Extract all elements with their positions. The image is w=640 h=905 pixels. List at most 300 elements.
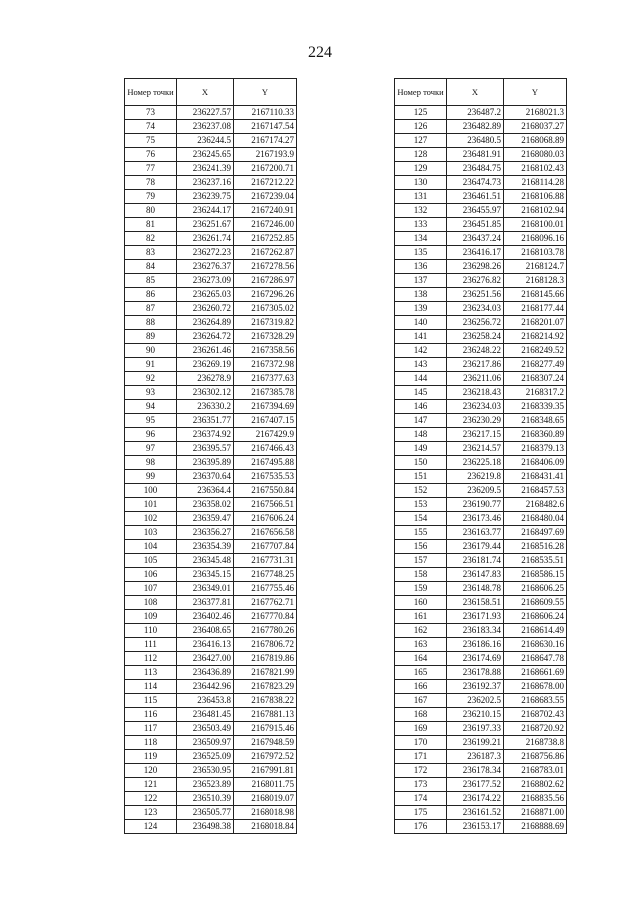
table-row — [395, 526, 567, 540]
table-row — [125, 344, 297, 358]
table-row — [395, 246, 567, 260]
table-row — [125, 806, 297, 820]
table-row — [125, 638, 297, 652]
cell-point-number: 165 — [395, 666, 447, 680]
cell-point-number: 94 — [125, 400, 177, 414]
cell-point-number: 143 — [395, 358, 447, 372]
table-row — [395, 148, 567, 162]
cell-y: 2168480.04 — [504, 512, 567, 526]
cell-x: 236272.23 — [177, 246, 234, 260]
coordinates-table-left — [124, 78, 297, 834]
cell-point-number: 117 — [125, 722, 177, 736]
cell-x: 236179.44 — [447, 540, 504, 554]
table-row — [125, 722, 297, 736]
cell-x: 236225.18 — [447, 456, 504, 470]
table-row — [395, 106, 567, 120]
cell-y: 2167110.33 — [234, 106, 297, 120]
table-row — [395, 120, 567, 134]
cell-y: 2168614.49 — [504, 624, 567, 638]
cell-x: 236482.89 — [447, 120, 504, 134]
cell-y: 2168100.01 — [504, 218, 567, 232]
table-row — [395, 708, 567, 722]
cell-point-number: 111 — [125, 638, 177, 652]
cell-y: 2167755.46 — [234, 582, 297, 596]
table-row — [395, 540, 567, 554]
cell-y: 2167394.69 — [234, 400, 297, 414]
cell-x: 236261.74 — [177, 232, 234, 246]
cell-point-number: 154 — [395, 512, 447, 526]
table-row — [395, 666, 567, 680]
table-row — [125, 316, 297, 330]
cell-y: 2167429.9 — [234, 428, 297, 442]
table-row — [125, 736, 297, 750]
cell-y: 2168018.84 — [234, 820, 297, 834]
cell-x: 236474.73 — [447, 176, 504, 190]
cell-y: 2167305.02 — [234, 302, 297, 316]
cell-point-number: 112 — [125, 652, 177, 666]
cell-y: 2168661.69 — [504, 666, 567, 680]
cell-point-number: 92 — [125, 372, 177, 386]
cell-point-number: 79 — [125, 190, 177, 204]
cell-y: 2167770.84 — [234, 610, 297, 624]
cell-point-number: 88 — [125, 316, 177, 330]
cell-point-number: 85 — [125, 274, 177, 288]
cell-point-number: 159 — [395, 582, 447, 596]
cell-y: 2167286.97 — [234, 274, 297, 288]
cell-x: 236173.46 — [447, 512, 504, 526]
table-row — [125, 176, 297, 190]
cell-y: 2167377.63 — [234, 372, 297, 386]
cell-point-number: 144 — [395, 372, 447, 386]
cell-x: 236234.03 — [447, 302, 504, 316]
cell-point-number: 86 — [125, 288, 177, 302]
cell-y: 2168678.00 — [504, 680, 567, 694]
cell-x: 236356.27 — [177, 526, 234, 540]
cell-y: 2167240.91 — [234, 204, 297, 218]
cell-point-number: 169 — [395, 722, 447, 736]
cell-y: 2168586.15 — [504, 568, 567, 582]
cell-x: 236273.09 — [177, 274, 234, 288]
cell-y: 2168145.66 — [504, 288, 567, 302]
cell-point-number: 148 — [395, 428, 447, 442]
cell-point-number: 81 — [125, 218, 177, 232]
cell-x: 236302.12 — [177, 386, 234, 400]
cell-point-number: 138 — [395, 288, 447, 302]
cell-x: 236261.46 — [177, 344, 234, 358]
cell-x: 236218.43 — [447, 386, 504, 400]
table-row — [395, 750, 567, 764]
cell-point-number: 174 — [395, 792, 447, 806]
table-row — [395, 610, 567, 624]
table-row — [395, 218, 567, 232]
cell-y: 2167466.43 — [234, 442, 297, 456]
cell-x: 236510.39 — [177, 792, 234, 806]
cell-x: 236481.91 — [447, 148, 504, 162]
cell-x: 236260.72 — [177, 302, 234, 316]
cell-x: 236197.33 — [447, 722, 504, 736]
cell-x: 236187.3 — [447, 750, 504, 764]
cell-y: 2167535.53 — [234, 470, 297, 484]
cell-x: 236219.8 — [447, 470, 504, 484]
cell-point-number: 126 — [395, 120, 447, 134]
cell-y: 2168037.27 — [504, 120, 567, 134]
cell-point-number: 108 — [125, 596, 177, 610]
cell-y: 2168106.88 — [504, 190, 567, 204]
cell-y: 2167748.25 — [234, 568, 297, 582]
cell-y: 2167407.15 — [234, 414, 297, 428]
cell-point-number: 87 — [125, 302, 177, 316]
table-row — [395, 190, 567, 204]
cell-y: 2168535.51 — [504, 554, 567, 568]
table-row — [125, 330, 297, 344]
cell-y: 2167174.27 — [234, 134, 297, 148]
cell-x: 236487.2 — [447, 106, 504, 120]
table-row — [125, 750, 297, 764]
cell-y: 2167806.72 — [234, 638, 297, 652]
cell-x: 236503.49 — [177, 722, 234, 736]
cell-point-number: 103 — [125, 526, 177, 540]
coordinates-table-right — [394, 78, 567, 834]
cell-y: 2167262.87 — [234, 246, 297, 260]
cell-y: 2167656.58 — [234, 526, 297, 540]
cell-x: 236174.69 — [447, 652, 504, 666]
table-row — [395, 358, 567, 372]
cell-y: 2167707.84 — [234, 540, 297, 554]
cell-y: 2167200.71 — [234, 162, 297, 176]
cell-point-number: 97 — [125, 442, 177, 456]
table-row — [125, 764, 297, 778]
table-row — [125, 414, 297, 428]
column-header-x: X — [177, 79, 234, 106]
cell-point-number: 155 — [395, 526, 447, 540]
cell-y: 2167358.56 — [234, 344, 297, 358]
table-row — [395, 344, 567, 358]
cell-y: 2168307.24 — [504, 372, 567, 386]
table-row — [125, 302, 297, 316]
cell-y: 2167762.71 — [234, 596, 297, 610]
table-row — [395, 498, 567, 512]
table-row — [125, 484, 297, 498]
cell-x: 236525.09 — [177, 750, 234, 764]
cell-point-number: 160 — [395, 596, 447, 610]
cell-x: 236402.46 — [177, 610, 234, 624]
cell-point-number: 162 — [395, 624, 447, 638]
cell-y: 2168609.55 — [504, 596, 567, 610]
cell-x: 236416.17 — [447, 246, 504, 260]
cell-y: 2168214.92 — [504, 330, 567, 344]
cell-point-number: 109 — [125, 610, 177, 624]
cell-x: 236269.19 — [177, 358, 234, 372]
cell-x: 236217.86 — [447, 358, 504, 372]
cell-y: 2167838.22 — [234, 694, 297, 708]
table-row — [125, 134, 297, 148]
cell-x: 236230.29 — [447, 414, 504, 428]
cell-point-number: 163 — [395, 638, 447, 652]
cell-point-number: 151 — [395, 470, 447, 484]
cell-point-number: 158 — [395, 568, 447, 582]
table-row — [395, 694, 567, 708]
table-row — [125, 540, 297, 554]
cell-x: 236276.37 — [177, 260, 234, 274]
table-row — [395, 232, 567, 246]
cell-y: 2167566.51 — [234, 498, 297, 512]
cell-x: 236241.39 — [177, 162, 234, 176]
table-row — [395, 316, 567, 330]
table-row — [125, 120, 297, 134]
cell-point-number: 98 — [125, 456, 177, 470]
cell-y: 2168606.24 — [504, 610, 567, 624]
table-row — [125, 218, 297, 232]
cell-y: 2168482.6 — [504, 498, 567, 512]
cell-x: 236202.5 — [447, 694, 504, 708]
cell-x: 236359.47 — [177, 512, 234, 526]
cell-y: 2168102.43 — [504, 162, 567, 176]
table-row — [395, 736, 567, 750]
table-row — [125, 260, 297, 274]
table-row — [125, 162, 297, 176]
cell-point-number: 166 — [395, 680, 447, 694]
table-row — [125, 274, 297, 288]
cell-point-number: 149 — [395, 442, 447, 456]
table-row — [125, 106, 297, 120]
table-row — [395, 792, 567, 806]
cell-y: 2168201.07 — [504, 316, 567, 330]
cell-x: 236530.95 — [177, 764, 234, 778]
table-row — [125, 442, 297, 456]
cell-x: 236416.13 — [177, 638, 234, 652]
cell-y: 2168249.52 — [504, 344, 567, 358]
table-row — [395, 638, 567, 652]
page-number: 224 — [308, 44, 332, 61]
cell-x: 236351.77 — [177, 414, 234, 428]
cell-x: 236451.85 — [447, 218, 504, 232]
column-header-x: X — [447, 79, 504, 106]
cell-y: 2167550.84 — [234, 484, 297, 498]
cell-x: 236437.24 — [447, 232, 504, 246]
cell-point-number: 129 — [395, 162, 447, 176]
cell-point-number: 170 — [395, 736, 447, 750]
column-header-point-number: Номер точки — [125, 79, 177, 106]
cell-x: 236442.96 — [177, 680, 234, 694]
cell-point-number: 77 — [125, 162, 177, 176]
cell-y: 2168080.03 — [504, 148, 567, 162]
table-row — [395, 288, 567, 302]
cell-point-number: 118 — [125, 736, 177, 750]
cell-y: 2168096.16 — [504, 232, 567, 246]
table-row — [125, 610, 297, 624]
cell-point-number: 113 — [125, 666, 177, 680]
cell-point-number: 136 — [395, 260, 447, 274]
cell-x: 236251.56 — [447, 288, 504, 302]
table-row — [125, 596, 297, 610]
table-row — [395, 372, 567, 386]
cell-point-number: 142 — [395, 344, 447, 358]
table-header-row — [125, 79, 297, 106]
table-row — [395, 820, 567, 834]
table-row — [395, 176, 567, 190]
cell-y: 2168516.28 — [504, 540, 567, 554]
cell-x: 236256.72 — [447, 316, 504, 330]
cell-x: 236427.00 — [177, 652, 234, 666]
table-body-right — [395, 106, 567, 834]
cell-point-number: 90 — [125, 344, 177, 358]
cell-x: 236461.51 — [447, 190, 504, 204]
cell-point-number: 145 — [395, 386, 447, 400]
column-header-y: Y — [504, 79, 567, 106]
cell-y: 2168683.55 — [504, 694, 567, 708]
table-row — [125, 470, 297, 484]
cell-x: 236209.5 — [447, 484, 504, 498]
table-row — [125, 358, 297, 372]
cell-y: 2168019.07 — [234, 792, 297, 806]
cell-x: 236408.65 — [177, 624, 234, 638]
cell-point-number: 83 — [125, 246, 177, 260]
cell-point-number: 141 — [395, 330, 447, 344]
cell-y: 2167296.26 — [234, 288, 297, 302]
cell-y: 2168702.43 — [504, 708, 567, 722]
cell-x: 236171.93 — [447, 610, 504, 624]
cell-point-number: 175 — [395, 806, 447, 820]
table-row — [125, 246, 297, 260]
cell-x: 236244.17 — [177, 204, 234, 218]
cell-point-number: 100 — [125, 484, 177, 498]
cell-x: 236345.48 — [177, 554, 234, 568]
cell-y: 2167212.22 — [234, 176, 297, 190]
cell-x: 236158.51 — [447, 596, 504, 610]
cell-point-number: 78 — [125, 176, 177, 190]
cell-y: 2167319.82 — [234, 316, 297, 330]
cell-x: 236453.8 — [177, 694, 234, 708]
cell-point-number: 105 — [125, 554, 177, 568]
table-row — [395, 806, 567, 820]
table-row — [395, 274, 567, 288]
cell-y: 2168871.00 — [504, 806, 567, 820]
cell-x: 236181.74 — [447, 554, 504, 568]
cell-x: 236265.03 — [177, 288, 234, 302]
cell-y: 2168720.92 — [504, 722, 567, 736]
cell-point-number: 128 — [395, 148, 447, 162]
cell-y: 2167246.00 — [234, 218, 297, 232]
table-row — [395, 400, 567, 414]
cell-point-number: 95 — [125, 414, 177, 428]
table-row — [395, 568, 567, 582]
table-row — [395, 778, 567, 792]
cell-x: 236237.08 — [177, 120, 234, 134]
table-row — [125, 778, 297, 792]
cell-point-number: 115 — [125, 694, 177, 708]
cell-point-number: 107 — [125, 582, 177, 596]
cell-point-number: 123 — [125, 806, 177, 820]
cell-x: 236276.82 — [447, 274, 504, 288]
table-row — [125, 652, 297, 666]
cell-point-number: 146 — [395, 400, 447, 414]
cell-point-number: 156 — [395, 540, 447, 554]
table-row — [125, 666, 297, 680]
cell-point-number: 137 — [395, 274, 447, 288]
table-row — [125, 456, 297, 470]
table-row — [125, 624, 297, 638]
table-row — [395, 484, 567, 498]
table-header-row — [395, 79, 567, 106]
table-row — [125, 428, 297, 442]
cell-y: 2167948.59 — [234, 736, 297, 750]
cell-y: 2167147.54 — [234, 120, 297, 134]
cell-point-number: 153 — [395, 498, 447, 512]
table-row — [395, 302, 567, 316]
cell-y: 2168379.13 — [504, 442, 567, 456]
cell-x: 236509.97 — [177, 736, 234, 750]
cell-x: 236377.81 — [177, 596, 234, 610]
cell-point-number: 131 — [395, 190, 447, 204]
cell-y: 2168011.75 — [234, 778, 297, 792]
cell-y: 2168630.16 — [504, 638, 567, 652]
cell-x: 236190.77 — [447, 498, 504, 512]
cell-x: 236210.15 — [447, 708, 504, 722]
column-header-point-number: Номер точки — [395, 79, 447, 106]
table-row — [395, 386, 567, 400]
cell-x: 236178.88 — [447, 666, 504, 680]
cell-point-number: 120 — [125, 764, 177, 778]
cell-y: 2168647.78 — [504, 652, 567, 666]
table-row — [395, 260, 567, 274]
table-row — [125, 204, 297, 218]
cell-point-number: 161 — [395, 610, 447, 624]
cell-point-number: 119 — [125, 750, 177, 764]
cell-point-number: 125 — [395, 106, 447, 120]
cell-x: 236278.9 — [177, 372, 234, 386]
cell-x: 236298.26 — [447, 260, 504, 274]
cell-point-number: 101 — [125, 498, 177, 512]
table-row — [395, 204, 567, 218]
cell-point-number: 76 — [125, 148, 177, 162]
cell-x: 236248.22 — [447, 344, 504, 358]
cell-x: 236227.57 — [177, 106, 234, 120]
cell-y: 2168457.53 — [504, 484, 567, 498]
cell-point-number: 172 — [395, 764, 447, 778]
cell-x: 236436.89 — [177, 666, 234, 680]
table-row — [125, 792, 297, 806]
cell-y: 2168068.89 — [504, 134, 567, 148]
table-row — [395, 414, 567, 428]
table-row — [395, 456, 567, 470]
cell-point-number: 89 — [125, 330, 177, 344]
cell-x: 236217.15 — [447, 428, 504, 442]
cell-point-number: 139 — [395, 302, 447, 316]
cell-y: 2167495.88 — [234, 456, 297, 470]
cell-x: 236186.16 — [447, 638, 504, 652]
cell-y: 2168783.01 — [504, 764, 567, 778]
cell-x: 236364.4 — [177, 484, 234, 498]
cell-x: 236264.89 — [177, 316, 234, 330]
table-row — [395, 134, 567, 148]
table-row — [395, 652, 567, 666]
cell-y: 2167823.29 — [234, 680, 297, 694]
cell-x: 236163.77 — [447, 526, 504, 540]
cell-y: 2168177.44 — [504, 302, 567, 316]
cell-point-number: 84 — [125, 260, 177, 274]
cell-point-number: 147 — [395, 414, 447, 428]
cell-x: 236395.57 — [177, 442, 234, 456]
cell-x: 236358.02 — [177, 498, 234, 512]
cell-y: 2168888.69 — [504, 820, 567, 834]
cell-point-number: 140 — [395, 316, 447, 330]
cell-y: 2167252.85 — [234, 232, 297, 246]
cell-y: 2168802.62 — [504, 778, 567, 792]
table-row — [125, 498, 297, 512]
cell-point-number: 124 — [125, 820, 177, 834]
cell-point-number: 80 — [125, 204, 177, 218]
cell-x: 236192.37 — [447, 680, 504, 694]
